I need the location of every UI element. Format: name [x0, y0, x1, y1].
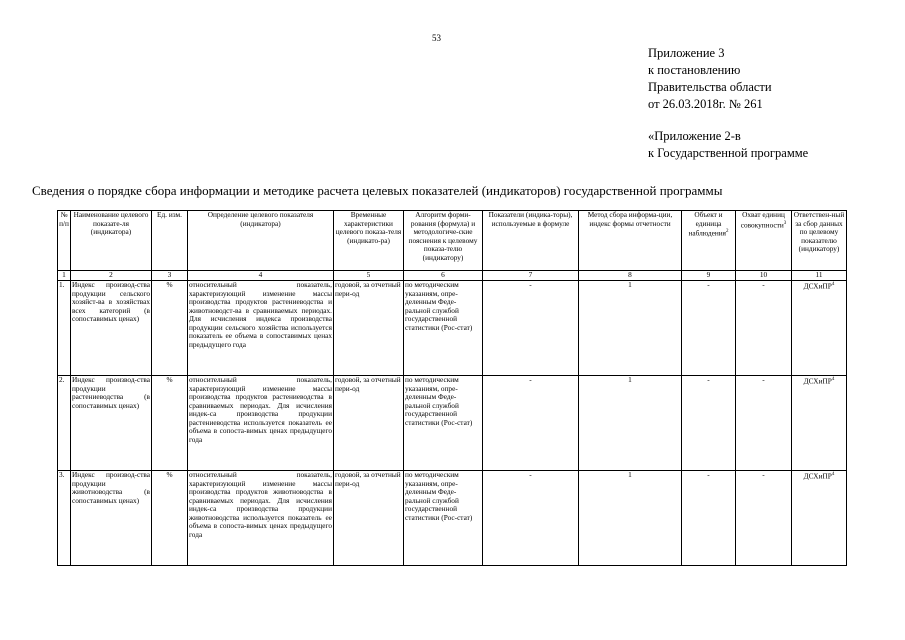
column-number: 4	[188, 271, 334, 281]
column-number: 6	[404, 271, 483, 281]
footnote-marker: 3	[783, 220, 787, 226]
time-characteristics: годовой, за отчетный пери-од	[334, 471, 404, 566]
column-number: 3	[152, 271, 188, 281]
indicator-name: Индекс производ-ства продукции сельского хозяйст-ва в хозяйствах всех категорий (в сопоставимых ценах)	[71, 281, 152, 376]
responsible	[792, 281, 847, 376]
observation-object: -	[682, 471, 736, 566]
observation-object: -	[682, 376, 736, 471]
header-text: Охват единиц совокупности	[740, 210, 785, 229]
header-cell: Определение целевого показателя (индикатора)	[188, 211, 334, 271]
column-number: 2	[71, 271, 152, 281]
column-number-row	[58, 271, 847, 281]
appendix-line: к постановлению	[648, 63, 741, 77]
header-cell: Показатели (индика-торы), используемые в формуле	[483, 211, 579, 271]
indicators-table-wrapper	[57, 210, 847, 566]
formula-indicators: -	[483, 471, 579, 566]
appendix-line: «Приложение 2-в	[648, 129, 741, 143]
header-cell	[682, 211, 736, 271]
column-number: 9	[682, 271, 736, 281]
appendix-block	[648, 45, 808, 162]
footnote-marker: 4	[831, 377, 835, 382]
header-cell: Метод сбора информа-ции, индекс формы отчетности	[579, 211, 682, 271]
column-number: 7	[483, 271, 579, 281]
table-row	[58, 471, 847, 566]
footnote-marker: 4	[831, 282, 835, 287]
footnote-marker: 4	[831, 472, 835, 477]
formula-indicators: -	[483, 376, 579, 471]
row-number: 3.	[58, 471, 71, 566]
indicator-name: Индекс производ-ства продукции растениеводства (в сопоставимых ценах)	[71, 376, 152, 471]
row-number: 2.	[58, 376, 71, 471]
column-number: 8	[579, 271, 682, 281]
table-row	[58, 376, 847, 471]
indicator-definition: относительный показатель, характеризующий изменение массы производства продуктов животноводства в сравниваемых периодах. Для исчисления индек-са производства продукции животноводства используется показатель ее объема в сопоста-вимых ценах предыдущего года	[188, 471, 334, 566]
collection-method: 1	[579, 376, 682, 471]
header-cell: Наименование целевого показате-ля (индикатора)	[71, 211, 152, 271]
indicators-table	[57, 210, 847, 566]
algorithm: по методическим указаниям, опре-деленным Феде-ральной службой государственной статистики (Рос-стат)	[404, 376, 483, 471]
column-number: 11	[792, 271, 847, 281]
header-cell	[736, 211, 792, 271]
responsible	[792, 376, 847, 471]
header-cell: Алгоритм форми-рования (формула) и методологиче-ские пояснения к целевому показа-телю (индикатору)	[404, 211, 483, 271]
table-row	[58, 281, 847, 376]
algorithm: по методическим указаниям, опре-деленным Феде-ральной службой государственной статистики (Рос-стат)	[404, 471, 483, 566]
indicator-definition: относительный показатель, характеризующий изменение массы производства продуктов растениеводства и животноводст-ва в сравниваемых периодах. Для исчисления индекса производства продукции сельского хозяйства используется показатель ее объема в сопоставимых ценах предыдущего года	[188, 281, 334, 376]
appendix-line: от 26.03.2018г. № 261	[648, 97, 763, 111]
appendix-line: к Государственной программе	[648, 146, 809, 160]
document-title: Сведения о порядке сбора информации и методике расчета целевых показателей (индикаторов) государственной программы	[32, 183, 723, 198]
header-row	[58, 211, 847, 271]
row-number: 1.	[58, 281, 71, 376]
observation-object: -	[682, 281, 736, 376]
coverage: -	[736, 471, 792, 566]
formula-indicators: -	[483, 281, 579, 376]
unit: %	[152, 281, 188, 376]
indicator-definition: относительный показатель, характеризующий изменение массы производства продуктов растениеводства в сравниваемых периодах. Для исчисления индек-са производства продукции растениеводства используется показатель ее объема в сопоста-вимых ценах предыдущего года	[188, 376, 334, 471]
algorithm: по методическим указаниям, опре-деленным Феде-ральной службой государственной статистики (Рос-стат)	[404, 281, 483, 376]
column-number: 5	[334, 271, 404, 281]
unit: %	[152, 376, 188, 471]
page-number: 53	[432, 33, 441, 43]
footnote-marker: 2	[726, 229, 729, 234]
indicator-name: Индекс производ-ства продукции животноводства (в сопоставимых ценах)	[71, 471, 152, 566]
responsible	[792, 471, 847, 566]
header-cell: № п/п	[58, 211, 71, 271]
collection-method: 1	[579, 281, 682, 376]
header-text: Объект и единица наблюдения	[688, 210, 726, 238]
appendix-line: Правительства области	[648, 80, 772, 94]
time-characteristics: годовой, за отчетный пери-од	[334, 281, 404, 376]
unit: %	[152, 471, 188, 566]
column-number: 10	[736, 271, 792, 281]
coverage: -	[736, 281, 792, 376]
time-characteristics: годовой, за отчетный пери-од	[334, 376, 404, 471]
collection-method: 1	[579, 471, 682, 566]
header-cell: Ответствен-ный за сбор данных по целевому показателю (индикатору)	[792, 211, 847, 271]
header-cell: Временные характеристики целевого показа-теля (индикато-ра)	[334, 211, 404, 271]
column-number: 1	[58, 271, 71, 281]
appendix-line: Приложение 3	[648, 46, 725, 60]
coverage: -	[736, 376, 792, 471]
header-cell: Ед. изм.	[152, 211, 188, 271]
responsible-text: ДСХиПР	[803, 376, 832, 386]
responsible-text: ДСХиПР	[803, 471, 832, 481]
responsible-text: ДСХиПР	[803, 281, 832, 291]
